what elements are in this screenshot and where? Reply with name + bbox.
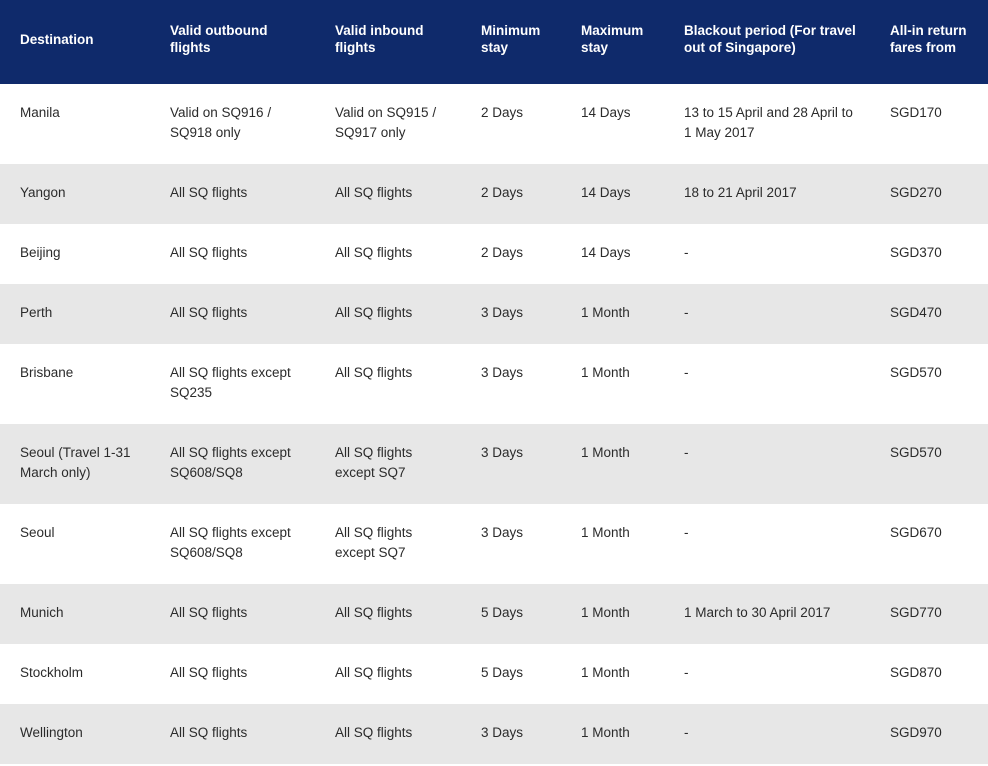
cell-outbound: All SQ flights except SQ235	[170, 365, 291, 400]
cell-destination: Seoul (Travel 1-31 March only)	[20, 445, 131, 480]
table-row	[0, 704, 988, 764]
cell-destination: Yangon	[20, 185, 66, 200]
cell-fare: SGD270	[890, 185, 942, 200]
cell-blackout: -	[684, 525, 689, 540]
cell-fare: SGD770	[890, 605, 942, 620]
cell-destination: Munich	[20, 605, 64, 620]
table-row	[0, 584, 988, 644]
cell-blackout: -	[684, 365, 689, 380]
cell-max-stay: 14 Days	[581, 245, 631, 260]
cell-blackout: 13 to 15 April and 28 April to 1 May 2017	[684, 105, 853, 140]
cell-max-stay: 1 Month	[581, 525, 630, 540]
table-row	[0, 504, 988, 584]
table-row	[0, 284, 988, 344]
cell-destination: Brisbane	[20, 365, 74, 380]
header-destination: Destination	[0, 0, 150, 84]
cell-outbound: All SQ flights except SQ608/SQ8	[170, 525, 291, 560]
cell-destination: Stockholm	[20, 665, 84, 680]
cell-destination: Seoul	[20, 525, 55, 540]
cell-fare: SGD570	[890, 445, 942, 460]
cell-min-stay: 3 Days	[481, 445, 524, 460]
table-header	[0, 0, 988, 84]
cell-max-stay: 1 Month	[581, 665, 630, 680]
cell-min-stay: 3 Days	[481, 305, 524, 320]
header-minimum-stay: Minimum stay	[461, 0, 561, 84]
cell-inbound: All SQ flights except SQ7	[335, 445, 413, 480]
cell-min-stay: 5 Days	[481, 605, 524, 620]
cell-outbound: All SQ flights	[170, 305, 248, 320]
cell-outbound: Valid on SQ916 / SQ918 only	[170, 105, 272, 140]
header-return-fare: All-in return fares from	[870, 0, 988, 84]
cell-destination: Perth	[20, 305, 53, 320]
cell-blackout: -	[684, 445, 689, 460]
cell-blackout: -	[684, 245, 689, 260]
table-row	[0, 424, 988, 504]
cell-min-stay: 2 Days	[481, 245, 524, 260]
cell-inbound: Valid on SQ915 / SQ917 only	[335, 105, 437, 140]
cell-outbound: All SQ flights	[170, 185, 248, 200]
cell-max-stay: 1 Month	[581, 305, 630, 320]
table-body	[0, 84, 988, 764]
cell-fare: SGD970	[890, 725, 942, 740]
header-outbound-flights: Valid outbound flights	[150, 0, 315, 84]
table-row	[0, 224, 988, 284]
header-inbound-flights: Valid inbound flights	[315, 0, 461, 84]
cell-blackout: 1 March to 30 April 2017	[684, 605, 831, 620]
cell-outbound: All SQ flights	[170, 725, 248, 740]
header-blackout-period: Blackout period (For travel out of Singapore)	[664, 0, 870, 84]
cell-fare: SGD470	[890, 305, 942, 320]
cell-max-stay: 14 Days	[581, 185, 631, 200]
cell-max-stay: 1 Month	[581, 365, 630, 380]
cell-inbound: All SQ flights	[335, 185, 413, 200]
header-row	[0, 0, 988, 84]
cell-min-stay: 3 Days	[481, 365, 524, 380]
cell-outbound: All SQ flights	[170, 605, 248, 620]
cell-min-stay: 3 Days	[481, 525, 524, 540]
header-maximum-stay: Maximum stay	[561, 0, 664, 84]
cell-inbound: All SQ flights	[335, 605, 413, 620]
cell-fare: SGD870	[890, 665, 942, 680]
cell-inbound: All SQ flights	[335, 665, 413, 680]
cell-blackout: -	[684, 725, 689, 740]
cell-min-stay: 5 Days	[481, 665, 524, 680]
cell-min-stay: 2 Days	[481, 105, 524, 120]
cell-fare: SGD370	[890, 245, 942, 260]
cell-fare: SGD570	[890, 365, 942, 380]
table-row	[0, 164, 988, 224]
cell-destination: Wellington	[20, 725, 83, 740]
table-row	[0, 84, 988, 164]
cell-inbound: All SQ flights	[335, 305, 413, 320]
cell-destination: Manila	[20, 105, 60, 120]
cell-blackout: 18 to 21 April 2017	[684, 185, 797, 200]
cell-inbound: All SQ flights	[335, 725, 413, 740]
cell-destination: Beijing	[20, 245, 61, 260]
cell-max-stay: 1 Month	[581, 605, 630, 620]
cell-max-stay: 14 Days	[581, 105, 631, 120]
cell-outbound: All SQ flights	[170, 245, 248, 260]
cell-inbound: All SQ flights	[335, 245, 413, 260]
cell-fare: SGD670	[890, 525, 942, 540]
table-row	[0, 644, 988, 704]
cell-max-stay: 1 Month	[581, 445, 630, 460]
cell-max-stay: 1 Month	[581, 725, 630, 740]
cell-outbound: All SQ flights except SQ608/SQ8	[170, 445, 291, 480]
cell-min-stay: 3 Days	[481, 725, 524, 740]
cell-blackout: -	[684, 305, 689, 320]
table-row	[0, 344, 988, 424]
cell-min-stay: 2 Days	[481, 185, 524, 200]
cell-fare: SGD170	[890, 105, 942, 120]
cell-inbound: All SQ flights	[335, 365, 413, 380]
cell-inbound: All SQ flights except SQ7	[335, 525, 413, 560]
cell-blackout: -	[684, 665, 689, 680]
cell-outbound: All SQ flights	[170, 665, 248, 680]
